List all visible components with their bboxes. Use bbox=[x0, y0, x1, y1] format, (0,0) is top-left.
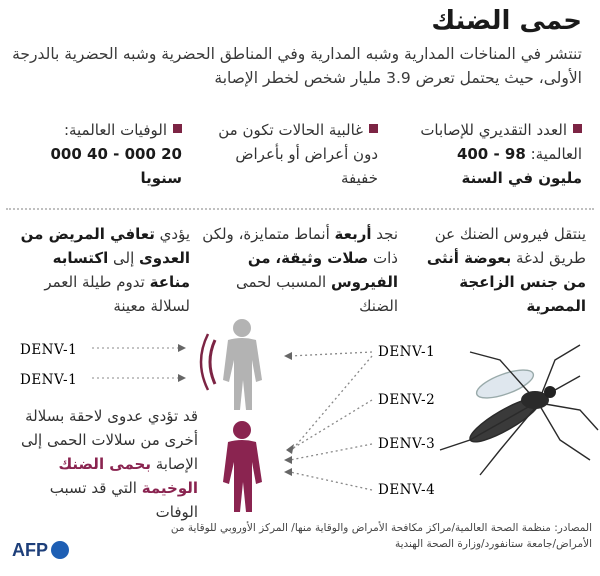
infection-illustration bbox=[0, 300, 600, 520]
human-denv-label-2: DENV-1 bbox=[20, 372, 78, 388]
transmission-text: ينتقل فيروس الضنك عن طريق لدغة bbox=[434, 225, 586, 267]
types-text-2: أنماط متمايزة، ولكن ذات bbox=[202, 225, 398, 267]
infected-human-icon bbox=[223, 421, 262, 512]
serotype-label-4: DENV-4 bbox=[378, 482, 436, 498]
types-text-4: المسبب لحمى الضنك bbox=[235, 273, 398, 315]
healthy-human-icon bbox=[223, 319, 262, 410]
arrowhead-icon bbox=[284, 468, 292, 476]
bullet-square-icon bbox=[173, 124, 182, 133]
stat-mild bbox=[208, 118, 378, 190]
stat-cases-value: 98 - 400 bbox=[456, 145, 526, 163]
connector-lines bbox=[290, 352, 372, 490]
types-bold-2: صلات وثيقة، bbox=[275, 249, 369, 267]
page-title: حمى الضنك bbox=[431, 6, 582, 36]
connector-line bbox=[292, 356, 372, 450]
arrowhead-icon bbox=[178, 344, 186, 352]
immunity-shield-icon bbox=[201, 334, 215, 390]
afp-logo-text: AFP bbox=[12, 540, 48, 560]
section-divider bbox=[6, 208, 594, 210]
immunity-text-2: إلى bbox=[108, 249, 140, 267]
stat-cases bbox=[392, 118, 582, 190]
stat-deaths-label: الوفيات العالمية: bbox=[63, 121, 167, 139]
connector-line bbox=[290, 352, 372, 356]
connector-line bbox=[290, 472, 372, 490]
transmission-bold: بعوضة أنثى من جنس الزاعجة المصرية bbox=[426, 249, 586, 315]
stat-deaths bbox=[14, 118, 182, 190]
immunity-text-3: تدوم طيلة العمر لسلالة معينة bbox=[44, 273, 190, 315]
secondary-accent: بحمى الضنك الوخيمة bbox=[58, 455, 198, 497]
stat-cases-unit: مليون في السنة bbox=[461, 169, 582, 187]
arrowhead-icon bbox=[178, 374, 186, 382]
mosquito-icon bbox=[440, 345, 598, 475]
serotype-label-3: DENV-3 bbox=[378, 436, 436, 452]
bullet-square-icon bbox=[573, 124, 582, 133]
types-text-1: نجد bbox=[371, 225, 398, 243]
connector-line bbox=[290, 400, 372, 450]
stat-mild-label: غالبية الحالات تكون من دون أعراض أو بأعراض خفيفة bbox=[218, 121, 378, 187]
page-subtitle: تنتشر في المناخات المدارية وشبه المدارية وفي المناطق الحضرية وشبه الحضرية بالدرجة الأولى، حيث يحتمل تعرض 3.9 مليار شخص لخطر الإصابة bbox=[12, 45, 582, 87]
immunity-text-1: يؤدي bbox=[154, 225, 190, 243]
stat-deaths-value: 20 000 - 40 000 bbox=[50, 145, 182, 163]
arrowheads bbox=[284, 352, 294, 476]
stat-deaths-unit: سنويا bbox=[140, 169, 182, 187]
arrowhead-icon bbox=[284, 352, 292, 360]
connector-line bbox=[290, 444, 372, 460]
immunity-bold-1: تعافي المريض من العدوى bbox=[20, 225, 190, 267]
stat-cases-label: العدد التقديري للإصابات العالمية: bbox=[420, 121, 582, 163]
bullet-square-icon bbox=[369, 124, 378, 133]
afp-logo bbox=[12, 540, 69, 561]
serotype-label-1: DENV-1 bbox=[378, 344, 436, 360]
arrowhead-icon bbox=[284, 456, 292, 464]
types-bold-3: من الفيروس bbox=[247, 249, 398, 291]
secondary-text-1: قد تؤدي عدوى لاحقة بسلالة أخرى من سلالات الحمى إلى الإصابة bbox=[20, 407, 198, 473]
secondary-text-2: التي قد تسبب الوفات bbox=[49, 479, 198, 521]
types-bold-1: أربعة bbox=[334, 225, 372, 243]
human-denv-label-1: DENV-1 bbox=[20, 342, 78, 358]
arrowhead-icon bbox=[286, 444, 294, 454]
afp-logo-circle-icon bbox=[51, 541, 69, 559]
immunity-bold-2: اكتسابه مناعة bbox=[52, 249, 190, 291]
serotype-label-2: DENV-2 bbox=[378, 392, 436, 408]
source-note: المصادر: منظمة الصحة العالمية/مراكز مكافحة الأمراض والوقاية منها/ المركز الأوروبي للوقاية من الأمراض/جامعة ستانفورد/وزارة الصحة الهندية bbox=[170, 522, 592, 550]
